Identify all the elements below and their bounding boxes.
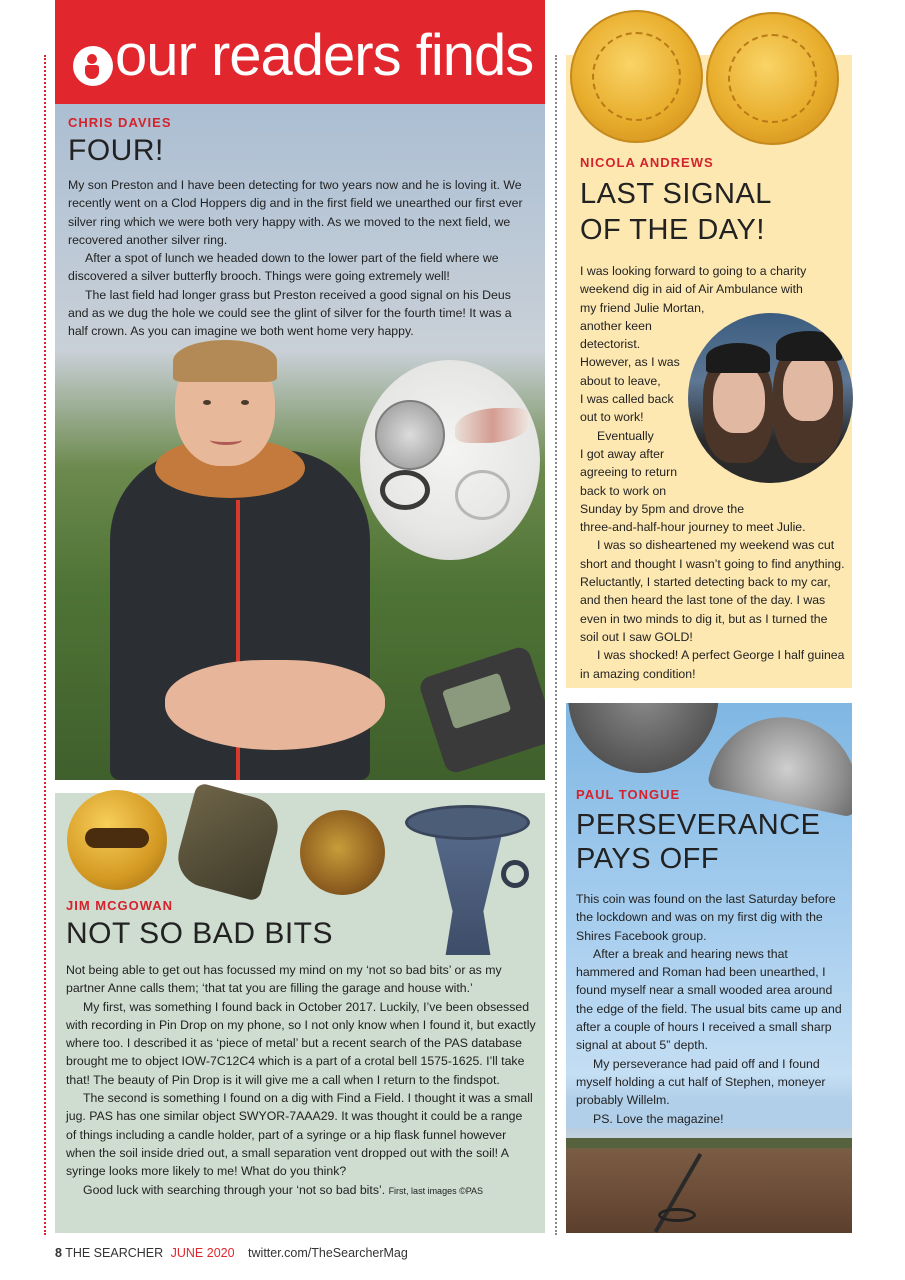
nicola-and-julie-photo (688, 313, 853, 483)
detector-coil (658, 1208, 696, 1222)
hands-holding-finds (165, 660, 385, 750)
issue-date: JUNE 2020 (170, 1246, 235, 1260)
text-line: my friend Julie Mortan, (580, 300, 705, 315)
ploughed-field-photo (566, 1128, 852, 1233)
jug-handle (501, 860, 529, 888)
paragraph: I was shocked! A perfect George I half guinea in amazing condition! (580, 648, 845, 681)
paragraph: After a break and hearing news that hammered and Roman had been unearthed, I found myself near a small wooded area around the edge of the field. The usual bits came up and after a couple of hours I received a small sharp signal at about 5” depth. (576, 946, 842, 1053)
text-line: weekend dig in aid of Air Ambulance with (580, 282, 803, 297)
headline (580, 176, 848, 248)
byline: CHRIS DAVIES (68, 115, 172, 130)
paragraph: My first, was something I found back in October 2017. Luckily, I’ve been obsessed with recording in Pin Drop on my phone, so I not only know when I found it, but exactly where too. I described it as ‘piece of metal’ but a recent search of the PAS database brought me to object IOW-7C12C4 which is a part of a crotal bell 1575-1625. I’ll take that! The beauty of Pin Drop is it will give me a call when I return to the findspot. (66, 999, 536, 1087)
beanie (706, 343, 770, 373)
headline (576, 808, 848, 876)
page-number: 8 (55, 1246, 62, 1260)
crotal-bell (67, 790, 167, 890)
paragraph: My son Preston and I have been detecting for two years now and he is loving it. We recently went on a Clod Hoppers dig and in the first field we unearthed our first ever silver ring which we were both very happy with. As we moved to the next field, we recovered another silver ring. (68, 178, 523, 247)
masthead-title: our readers finds (115, 23, 534, 88)
paragraph: My perseverance had paid off and I found myself holding a cut half of Stephen, moneyer probably Willelm. (576, 1056, 826, 1108)
half-guinea-obverse (570, 10, 703, 143)
coin-inner-ring (728, 34, 817, 123)
butterfly-brooch (455, 408, 530, 443)
headline-line: OF THE DAY! (580, 214, 765, 246)
face (783, 353, 833, 421)
decorated-disc (300, 810, 385, 895)
half-guinea-reverse (706, 12, 839, 145)
headline: FOUR! (68, 134, 164, 167)
paragraph: PS. Love the magazine! (593, 1111, 724, 1126)
chris-davies-panel (55, 0, 545, 780)
chris-article (68, 115, 533, 341)
paragraph: The second is something I found on a dig with Find a Field. I thought it was a small jug. PAS has one similar object SWYOR-7AAA29. It was thought it could be a range of things including a candle holder, part of a syringe or a hip flask funnel however when the soil inside dried out, a small separation vent dropped out with the soil! A syringe looks more likely to me! What do you think? (66, 1091, 533, 1179)
paragraph: Not being able to get out has focussed my mind on my ‘not so bad bits’ or as my partner Anne calls them; ‘that tat you are filling the garage and house with.’ (66, 963, 502, 996)
paragraph: The last field had longer grass but Preston received a good signal on his Deus and as we dug the hole we could see the glint of silver for the fourth time! It was a half crown. As you can imagine we both went home very happy. (68, 287, 512, 339)
byline: JIM MCGOWAN (66, 898, 174, 913)
headline-line: PERSEVERANCE (576, 809, 821, 841)
face (713, 363, 765, 433)
article-body (66, 961, 536, 1200)
text-line: Eventually (597, 428, 654, 443)
left-margin-dots (44, 55, 46, 1235)
text-line: agreeing to return (580, 465, 678, 480)
ring (380, 470, 430, 510)
text-line: another keen (580, 318, 652, 333)
metal-fragment (172, 782, 285, 902)
coin-inner-ring (592, 32, 681, 121)
headline-line: PAYS OFF (576, 843, 720, 875)
half-crown-coin (375, 400, 445, 470)
byline: NICOLA ANDREWS (580, 155, 714, 170)
text-line: about to leave, (580, 373, 661, 388)
detectorist-logo-icon (73, 46, 113, 86)
text-line: three-and-half-hour journey to meet Julie. (580, 520, 806, 535)
boy-hair (173, 340, 277, 382)
jim-article (66, 898, 536, 1200)
cap (776, 331, 842, 361)
image-credit: First, last images ©PAS (388, 1185, 484, 1196)
paragraph: After a spot of lunch we headed down to the lower part of the field where we discovered a silver butterfly brooch. Things were going extremely well! (68, 251, 499, 284)
text-line: detectorist. (580, 337, 641, 352)
paragraph: I was so disheartened my weekend was cut short and thought I wasn’t going to find anything. Reluctantly, I started detecting back to my car, and then heard the last tone of the day. I was even in two minds to dig it, but as I turned the soil out I saw GOLD! (580, 538, 845, 644)
text-line: out to work! (580, 410, 644, 425)
smile (210, 435, 242, 445)
gold-coins-photo (568, 8, 853, 148)
headline: NOT SO BAD BITS (66, 917, 333, 950)
text-line: I got away after (580, 446, 665, 461)
detector-screen (442, 673, 511, 730)
eye (203, 400, 211, 405)
paul-tongue-panel (566, 703, 852, 1233)
text-line: However, as I was (580, 355, 680, 370)
jug-rim (405, 805, 530, 840)
text-line: I was called back (580, 392, 674, 407)
column-divider-dots (555, 55, 557, 1235)
hammered-coin-half (567, 703, 724, 778)
ring (455, 470, 510, 520)
byline: PAUL TONGUE (576, 787, 681, 802)
page-footer (55, 1246, 408, 1260)
paragraph (66, 1181, 536, 1200)
text-line: Sunday by 5pm and drove the (580, 501, 745, 516)
bell-slot (85, 828, 149, 848)
magazine-name: THE SEARCHER (65, 1246, 164, 1260)
text-line: back to work on (580, 483, 667, 498)
paragraph: This coin was found on the last Saturday before the lockdown and was on my first dig with the Shires Facebook group. (576, 892, 836, 943)
headline-line: LAST SIGNAL (580, 178, 772, 210)
tree-line (566, 1138, 852, 1148)
masthead (55, 0, 545, 104)
closing-line: Good luck with searching through your ‘not so bad bits’. (83, 1182, 386, 1197)
paul-article (576, 787, 848, 1128)
metal-detector-icon (417, 645, 545, 776)
twitter-link[interactable]: twitter.com/TheSearcherMag (248, 1246, 408, 1260)
article-body (68, 176, 533, 341)
article-body (576, 890, 848, 1128)
eye (241, 400, 249, 405)
text-line: I was looking forward to going to a charity (580, 264, 807, 278)
silver-finds-photo (360, 360, 540, 560)
